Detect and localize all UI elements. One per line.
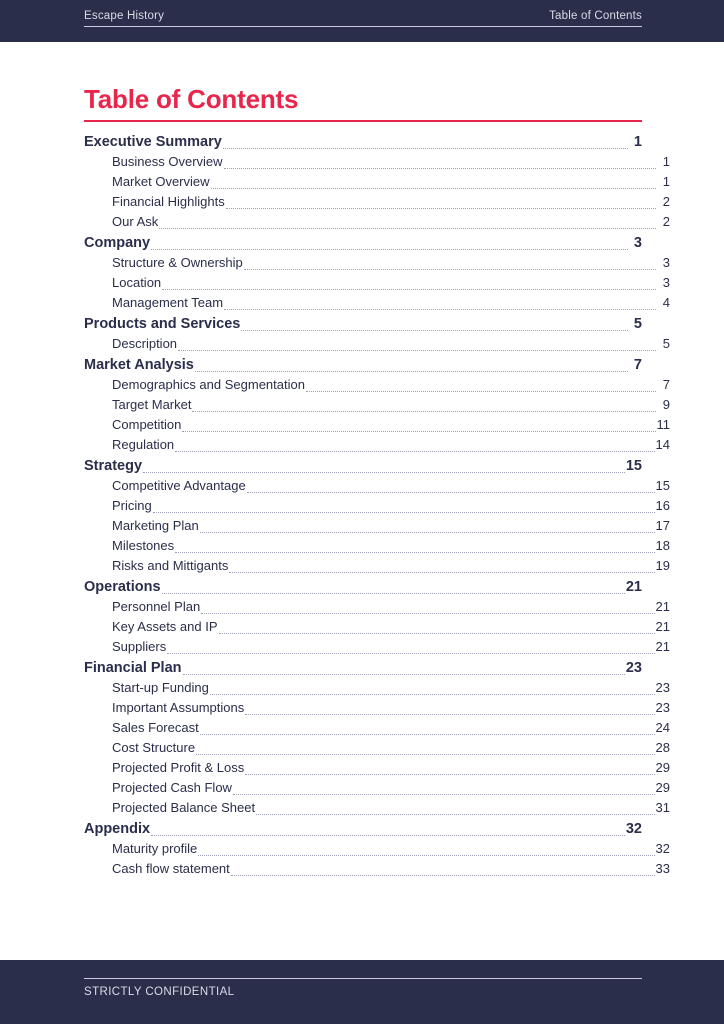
footer-confidentiality-label: STRICTLY CONFIDENTIAL [84,986,235,999]
toc-entry-page-number: 28 [655,739,670,755]
toc-entry-page-number: 21 [625,578,642,595]
toc-entry-page-number: 16 [655,497,670,513]
toc-entry-label: Appendix [84,820,151,837]
toc-leader-dots [167,653,654,654]
toc-entry-page-number: 29 [655,779,670,795]
toc-entry-label: Company [84,234,151,251]
toc-entry-page-number: 32 [625,820,642,837]
toc-leader-dots [231,875,655,876]
toc-entry-level-2[interactable] [84,798,670,818]
toc-entry-label: Start-up Funding [112,679,209,695]
toc-entry-page-number: 23 [655,699,670,715]
page-body [0,42,724,960]
toc-entry-page-number: 1 [662,153,670,169]
toc-entry-level-2[interactable] [84,375,670,395]
toc-leader-dots [192,411,656,412]
toc-entry-level-2[interactable] [84,637,670,657]
toc-entry-level-1[interactable] [84,313,642,334]
toc-entry-label: Milestones [112,537,175,553]
toc-entry-label: Suppliers [112,638,167,654]
toc-entry-label: Market Analysis [84,356,194,373]
toc-leader-dots [153,512,655,513]
toc-entry-level-2[interactable] [84,192,670,212]
toc-leader-dots [224,168,656,169]
toc-leader-dots [224,309,656,310]
toc-entry-page-number: 21 [655,618,670,634]
toc-entry-label: Marketing Plan [112,517,199,533]
toc-entry-level-2[interactable] [84,293,670,313]
toc-entry-level-2[interactable] [84,859,670,879]
toc-entry-page-number: 2 [662,213,670,229]
toc-leader-dots [175,552,654,553]
toc-leader-dots [256,814,654,815]
toc-entry-page-number: 15 [625,457,642,474]
title-divider [84,120,642,122]
toc-entry-page-number: 19 [655,557,670,573]
toc-entry-level-2[interactable] [84,516,670,536]
toc-entry-page-number: 21 [655,638,670,654]
page-footer-band [0,960,724,1024]
toc-entry-page-number: 17 [655,517,670,533]
toc-entry-page-number: 7 [662,376,670,392]
toc-entry-page-number: 3 [662,274,670,290]
toc-entry-label: Strategy [84,457,143,474]
toc-leader-dots [198,855,654,856]
toc-entry-page-number: 15 [655,477,670,493]
header-document-title: Escape History [84,10,165,22]
toc-entry-label: Important Assumptions [112,699,245,715]
toc-entry-label: Our Ask [112,213,159,229]
toc-entry-label: Projected Cash Flow [112,779,232,795]
toc-entry-page-number: 5 [662,335,670,351]
toc-leader-dots [244,269,656,270]
toc-entry-level-1[interactable] [84,455,642,476]
toc-leader-dots [196,754,654,755]
toc-entry-page-number: 29 [655,759,670,775]
toc-entry-label: Management Team [112,294,224,310]
toc-entry-label: Executive Summary [84,133,222,150]
toc-entry-label: Cost Structure [112,739,196,755]
toc-leader-dots [159,228,656,229]
toc-leader-dots [210,694,655,695]
toc-entry-label: Location [112,274,162,290]
toc-leader-dots [241,330,628,331]
toc-entry-page-number: 4 [662,294,670,310]
toc-entry-page-number: 5 [633,315,642,332]
toc-entry-label: Operations [84,578,161,595]
toc-entry-label: Regulation [112,436,175,452]
toc-entry-level-2[interactable] [84,152,670,172]
toc-leader-dots [178,350,656,351]
toc-leader-dots [200,532,655,533]
toc-leader-dots [175,451,654,452]
toc-entry-level-2[interactable] [84,415,670,435]
toc-entry-page-number: 11 [656,416,670,432]
footer-divider [84,978,642,979]
toc-leader-dots [143,472,625,473]
toc-leader-dots [245,714,654,715]
toc-entry-label: Pricing [112,497,152,513]
toc-entry-label: Cash flow statement [112,860,230,876]
toc-entry-level-2[interactable] [84,758,670,778]
toc-leader-dots [162,593,625,594]
toc-list [84,131,670,879]
toc-content [84,84,670,879]
toc-entry-label: Projected Balance Sheet [112,799,256,815]
toc-entry-level-2[interactable] [84,536,670,556]
toc-entry-level-2[interactable] [84,496,670,516]
toc-entry-label: Demographics and Segmentation [112,376,305,392]
toc-leader-dots [247,492,655,493]
toc-entry-label: Competitive Advantage [112,477,246,493]
toc-leader-dots [223,148,628,149]
toc-entry-label: Risks and Mittigants [112,557,229,573]
toc-entry-page-number: 9 [662,396,670,412]
toc-entry-page-number: 2 [662,193,670,209]
page-footer [84,978,642,999]
toc-entry-label: Financial Highlights [112,193,225,209]
toc-entry-level-2[interactable] [84,839,670,859]
toc-entry-level-1[interactable] [84,232,642,253]
toc-entry-label: Personnel Plan [112,598,201,614]
toc-entry-level-2[interactable] [84,273,670,293]
toc-leader-dots [195,371,628,372]
toc-entry-page-number: 7 [633,356,642,373]
toc-entry-level-2[interactable] [84,738,670,758]
toc-leader-dots [162,289,656,290]
toc-entry-level-1[interactable] [84,576,642,597]
toc-entry-page-number: 24 [655,719,670,735]
toc-entry-label: Products and Services [84,315,241,332]
toc-leader-dots [182,431,655,432]
toc-entry-page-number: 3 [633,234,642,251]
toc-leader-dots [151,249,628,250]
toc-entry-page-number: 1 [662,173,670,189]
header-section-title: Table of Contents [549,10,642,22]
toc-entry-page-number: 33 [655,860,670,876]
toc-entry-label: Market Overview [112,173,210,189]
toc-entry-level-2[interactable] [84,617,670,637]
toc-entry-level-2[interactable] [84,212,670,232]
toc-leader-dots [201,613,654,614]
toc-entry-level-2[interactable] [84,698,670,718]
toc-entry-level-1[interactable] [84,657,642,678]
toc-entry-level-2[interactable] [84,556,670,576]
toc-entry-page-number: 23 [625,659,642,676]
toc-entry-label: Target Market [112,396,192,412]
toc-leader-dots [245,774,654,775]
toc-entry-label: Business Overview [112,153,223,169]
toc-leader-dots [219,633,655,634]
toc-entry-level-2[interactable] [84,778,670,798]
toc-entry-label: Structure & Ownership [112,254,243,270]
toc-leader-dots [200,734,655,735]
toc-entry-level-2[interactable] [84,172,670,192]
toc-entry-label: Financial Plan [84,659,182,676]
toc-entry-level-1[interactable] [84,131,642,152]
page-title: Table of Contents [84,84,299,114]
toc-entry-level-2[interactable] [84,476,670,496]
toc-leader-dots [233,794,655,795]
toc-entry-level-2[interactable] [84,253,670,273]
toc-leader-dots [226,208,656,209]
toc-entry-label: Description [112,335,178,351]
toc-entry-page-number: 32 [655,840,670,856]
toc-entry-level-1[interactable] [84,818,642,839]
toc-leader-dots [151,835,625,836]
toc-entry-label: Competition [112,416,182,432]
toc-leader-dots [229,572,654,573]
page-header-band [0,0,724,42]
page-header [84,9,642,27]
toc-entry-level-2[interactable] [84,597,670,617]
toc-entry-level-2[interactable] [84,718,670,738]
toc-entry-level-2[interactable] [84,678,670,698]
toc-entry-level-2[interactable] [84,435,670,455]
toc-entry-level-2[interactable] [84,334,670,354]
toc-entry-label: Projected Profit & Loss [112,759,245,775]
toc-leader-dots [211,188,656,189]
toc-leader-dots [306,391,656,392]
toc-entry-page-number: 23 [655,679,670,695]
toc-entry-page-number: 3 [662,254,670,270]
toc-entry-page-number: 21 [655,598,670,614]
toc-leader-dots [183,674,625,675]
toc-entry-level-1[interactable] [84,354,642,375]
toc-entry-label: Sales Forecast [112,719,199,735]
toc-entry-page-number: 31 [655,799,670,815]
toc-entry-label: Key Assets and IP [112,618,218,634]
toc-entry-page-number: 18 [655,537,670,553]
toc-entry-level-2[interactable] [84,395,670,415]
toc-entry-page-number: 14 [655,436,670,452]
toc-entry-label: Maturity profile [112,840,198,856]
toc-entry-page-number: 1 [633,133,642,150]
